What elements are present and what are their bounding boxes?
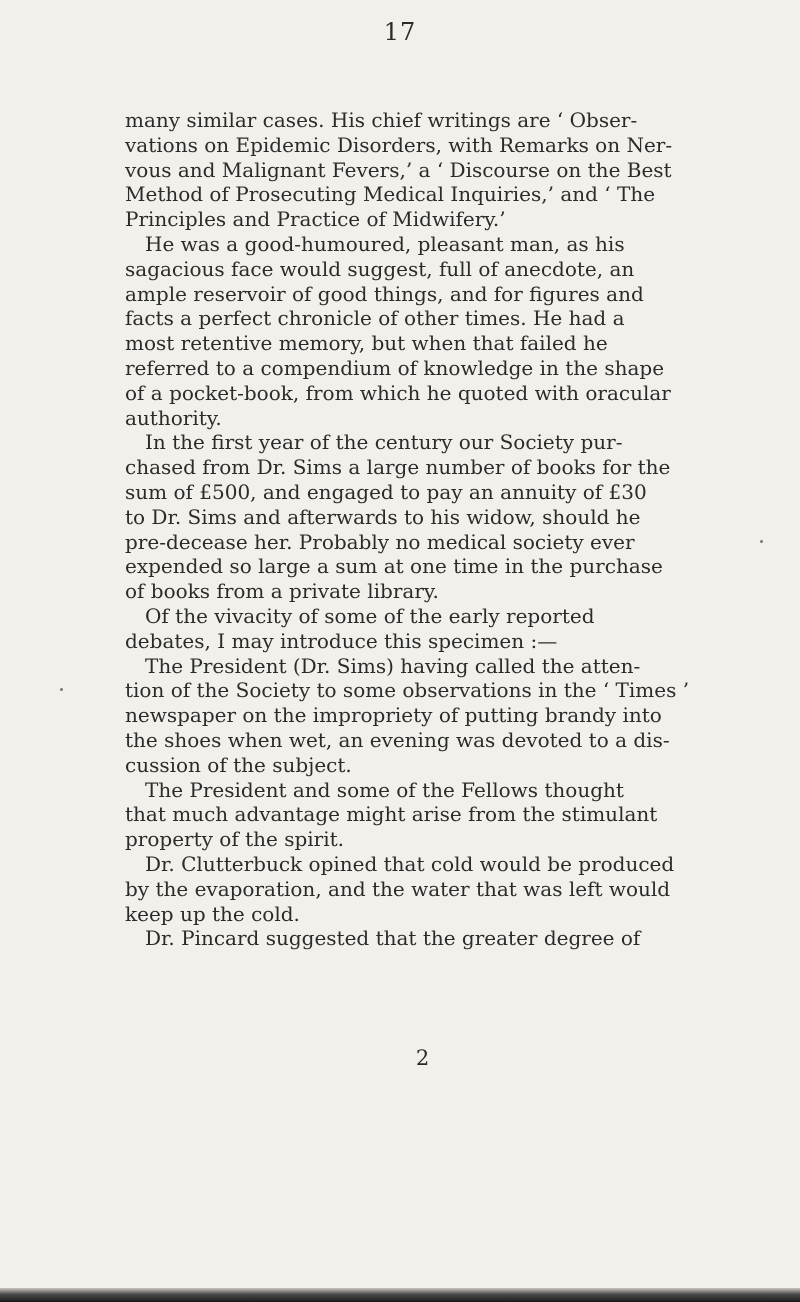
text-line: Of the vivacity of some of the early reported <box>145 603 595 628</box>
text-line: that much advantage might arise from the stimulant <box>125 802 658 827</box>
text-line: by the evaporation, and the water that was left would <box>125 876 671 901</box>
text-line: The President (Dr. Sims) having called the atten- <box>145 653 641 678</box>
text-line: ample reservoir of good things, and for figures and <box>125 281 644 306</box>
signature-mark: 2 <box>415 1046 430 1070</box>
page-number: 17 <box>383 18 417 46</box>
text-line: newspaper on the impropriety of putting brandy into <box>125 703 662 728</box>
margin-speck <box>760 540 763 543</box>
text-line: many similar cases. His chief writings are ‘ Obser- <box>125 108 638 132</box>
text-line: Principles and Practice of Midwifery.’ <box>125 207 506 232</box>
page-bottom-edge <box>0 1288 800 1302</box>
text-line: facts a perfect chronicle of other times. He had a <box>125 306 625 331</box>
text-line: property of the spirit. <box>125 827 345 852</box>
text-line: Dr. Pincard suggested that the greater degree of <box>145 926 641 951</box>
text-line: keep up the cold. <box>125 901 300 926</box>
text-line: authority. <box>125 405 222 430</box>
margin-speck <box>60 688 63 691</box>
text-line: of books from a private library. <box>125 579 439 604</box>
body-text <box>125 108 690 951</box>
text-line: the shoes when wet, an evening was devoted to a dis- <box>125 727 670 752</box>
text-line: pre-decease her. Probably no medical society ever <box>125 529 635 554</box>
text-line: Dr. Clutterbuck opined that cold would be produced <box>145 851 675 876</box>
text-line: referred to a compendium of knowledge in the shape <box>125 355 665 380</box>
text-line: vations on Epidemic Disorders, with Remarks on Ner- <box>125 132 673 157</box>
text-line: most retentive memory, but when that failed he <box>125 331 608 356</box>
text-line: Method of Prosecuting Medical Inquiries,’ and ‘ The <box>125 182 656 207</box>
text-line: chased from Dr. Sims a large number of books for the <box>125 455 671 480</box>
text-line: tion of the Society to some observations in the ‘ Times ’ <box>125 678 690 703</box>
text-line: sagacious face would suggest, full of anecdote, an <box>125 256 635 281</box>
text-line: cussion of the subject. <box>125 752 352 777</box>
text-line: sum of £500, and engaged to pay an annuity of £30 <box>125 479 647 504</box>
text-line: He was a good-humoured, pleasant man, as his <box>145 231 625 256</box>
text-line: The President and some of the Fellows thought <box>145 777 624 802</box>
text-line: expended so large a sum at one time in the purchase <box>125 554 663 579</box>
text-line: In the first year of the century our Society pur- <box>145 430 623 455</box>
text-line: vous and Malignant Fevers,’ a ‘ Discourse on the Best <box>125 157 672 182</box>
text-line: to Dr. Sims and afterwards to his widow, should he <box>125 504 641 529</box>
text-line: debates, I may introduce this specimen :— <box>125 628 558 653</box>
text-line: of a pocket-book, from which he quoted with oracular <box>125 380 671 405</box>
